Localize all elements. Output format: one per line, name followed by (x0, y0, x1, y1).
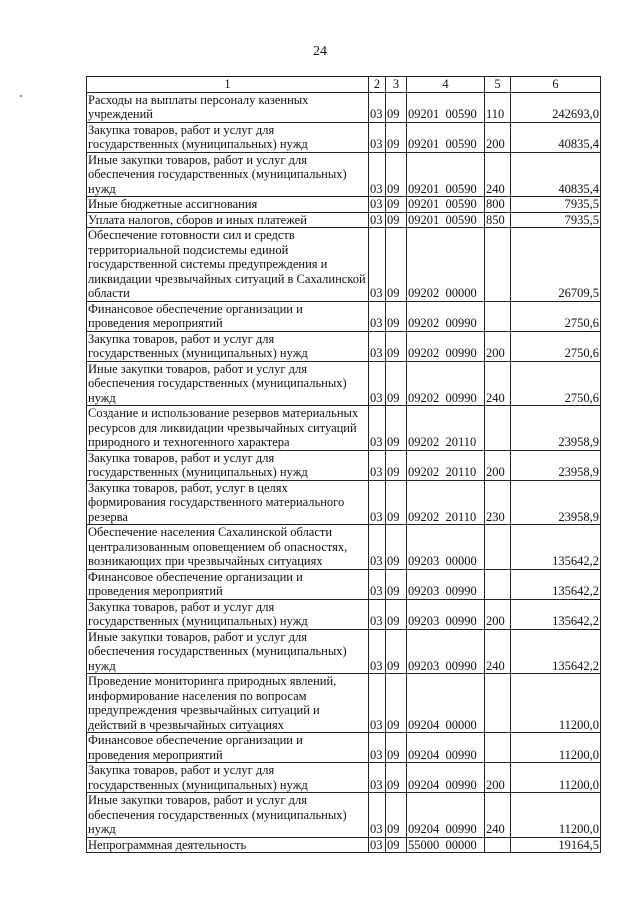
row-amount: 40835,4 (511, 122, 601, 152)
row-section: 03 (369, 331, 386, 361)
budget-table (86, 76, 601, 853)
row-section: 03 (369, 152, 386, 197)
row-expense-type (485, 674, 511, 733)
row-section: 03 (369, 629, 386, 674)
row-target-article: 09202 00990 (407, 361, 485, 406)
row-name: Закупка товаров, работ, услуг в целях формирования государственного материального резерва (87, 480, 369, 525)
row-subsection: 09 (386, 331, 407, 361)
row-section: 03 (369, 228, 386, 302)
row-target-article: 09203 00990 (407, 599, 485, 629)
row-subsection: 09 (386, 361, 407, 406)
header-col-expense-type: 5 (485, 77, 511, 93)
scan-speck (20, 95, 22, 97)
row-amount: 23958,9 (511, 450, 601, 480)
row-name: Создание и использование резервов материальных ресурсов для ликвидации чрезвычайных ситуаций природного и техногенного характера (87, 406, 369, 451)
row-section: 03 (369, 525, 386, 570)
table-header (87, 77, 601, 93)
row-amount: 135642,2 (511, 599, 601, 629)
row-name: Закупка товаров, работ и услуг для государственных (муниципальных) нужд (87, 122, 369, 152)
table-row (87, 599, 601, 629)
row-expense-type (485, 837, 511, 853)
table-row (87, 569, 601, 599)
page-number: 24 (313, 44, 327, 59)
header-col-name: 1 (87, 77, 369, 93)
row-section: 03 (369, 406, 386, 451)
row-target-article: 09202 00990 (407, 301, 485, 331)
row-section: 03 (369, 674, 386, 733)
row-subsection: 09 (386, 122, 407, 152)
row-subsection: 09 (386, 301, 407, 331)
row-target-article: 55000 00000 (407, 837, 485, 853)
row-amount: 2750,6 (511, 331, 601, 361)
row-expense-type (485, 569, 511, 599)
row-subsection: 09 (386, 733, 407, 763)
table-row (87, 92, 601, 122)
row-name: Закупка товаров, работ и услуг для государственных (муниципальных) нужд (87, 599, 369, 629)
row-name: Иные бюджетные ассигнования (87, 197, 369, 213)
header-col-target-article: 4 (407, 77, 485, 93)
row-name: Финансовое обеспечение организации и проведения мероприятий (87, 733, 369, 763)
table-row (87, 674, 601, 733)
row-name: Уплата налогов, сборов и иных платежей (87, 212, 369, 228)
row-subsection: 09 (386, 92, 407, 122)
row-target-article: 09204 00990 (407, 733, 485, 763)
row-subsection: 09 (386, 212, 407, 228)
row-amount: 135642,2 (511, 629, 601, 674)
row-expense-type: 200 (485, 763, 511, 793)
row-subsection: 09 (386, 763, 407, 793)
row-target-article: 09202 20110 (407, 480, 485, 525)
row-amount: 7935,5 (511, 197, 601, 213)
row-subsection: 09 (386, 228, 407, 302)
row-amount: 2750,6 (511, 361, 601, 406)
row-subsection: 09 (386, 525, 407, 570)
table-row (87, 837, 601, 853)
row-expense-type: 200 (485, 331, 511, 361)
row-expense-type: 850 (485, 212, 511, 228)
row-expense-type: 200 (485, 122, 511, 152)
table-body (87, 92, 601, 853)
row-amount: 40835,4 (511, 152, 601, 197)
row-name: Финансовое обеспечение организации и проведения мероприятий (87, 569, 369, 599)
row-section: 03 (369, 197, 386, 213)
row-expense-type: 800 (485, 197, 511, 213)
table-row (87, 450, 601, 480)
row-target-article: 09201 00590 (407, 212, 485, 228)
row-name: Непрограммная деятельность (87, 837, 369, 853)
table-row (87, 629, 601, 674)
row-target-article: 09201 00590 (407, 152, 485, 197)
row-target-article: 09202 00990 (407, 331, 485, 361)
row-expense-type: 230 (485, 480, 511, 525)
table-row (87, 525, 601, 570)
row-section: 03 (369, 599, 386, 629)
row-target-article: 09204 00000 (407, 674, 485, 733)
row-name: Обеспечение готовности сил и средств территориальной подсистемы единой государственной системы предупреждения и ликвидации чрезвычайных ситуаций в Сахалинской области (87, 228, 369, 302)
row-expense-type: 240 (485, 793, 511, 838)
row-target-article: 09202 20110 (407, 450, 485, 480)
row-target-article: 09203 00990 (407, 629, 485, 674)
row-section: 03 (369, 837, 386, 853)
row-expense-type: 110 (485, 92, 511, 122)
row-expense-type: 200 (485, 599, 511, 629)
header-row (87, 77, 601, 93)
row-subsection: 09 (386, 197, 407, 213)
table-row (87, 197, 601, 213)
row-name: Иные закупки товаров, работ и услуг для обеспечения государственных (муниципальных) нужд (87, 793, 369, 838)
row-expense-type (485, 228, 511, 302)
row-target-article: 09202 00000 (407, 228, 485, 302)
row-target-article: 09203 00990 (407, 569, 485, 599)
row-section: 03 (369, 763, 386, 793)
row-amount: 19164,5 (511, 837, 601, 853)
row-expense-type (485, 301, 511, 331)
header-col-section: 2 (369, 77, 386, 93)
row-name: Иные закупки товаров, работ и услуг для обеспечения государственных (муниципальных) нужд (87, 629, 369, 674)
row-amount: 135642,2 (511, 525, 601, 570)
table-row (87, 793, 601, 838)
row-expense-type (485, 525, 511, 570)
row-section: 03 (369, 212, 386, 228)
row-section: 03 (369, 793, 386, 838)
row-subsection: 09 (386, 480, 407, 525)
table-row (87, 763, 601, 793)
row-name: Финансовое обеспечение организации и проведения мероприятий (87, 301, 369, 331)
row-amount: 23958,9 (511, 406, 601, 451)
row-target-article: 09203 00000 (407, 525, 485, 570)
row-amount: 242693,0 (511, 92, 601, 122)
row-amount: 11200,0 (511, 674, 601, 733)
row-section: 03 (369, 92, 386, 122)
row-section: 03 (369, 733, 386, 763)
row-name: Иные закупки товаров, работ и услуг для обеспечения государственных (муниципальных) нужд (87, 152, 369, 197)
row-subsection: 09 (386, 793, 407, 838)
row-expense-type: 240 (485, 361, 511, 406)
table-row (87, 122, 601, 152)
row-section: 03 (369, 569, 386, 599)
row-amount: 11200,0 (511, 763, 601, 793)
row-amount: 11200,0 (511, 733, 601, 763)
row-name: Расходы на выплаты персоналу казенных учреждений (87, 92, 369, 122)
header-col-subsection: 3 (386, 77, 407, 93)
table-row (87, 480, 601, 525)
row-expense-type: 240 (485, 152, 511, 197)
table-row (87, 212, 601, 228)
row-target-article: 09204 00990 (407, 793, 485, 838)
row-target-article: 09201 00590 (407, 197, 485, 213)
row-expense-type: 240 (485, 629, 511, 674)
row-subsection: 09 (386, 450, 407, 480)
row-name: Иные закупки товаров, работ и услуг для обеспечения государственных (муниципальных) нужд (87, 361, 369, 406)
row-name: Обеспечение населения Сахалинской области централизованным оповещением об опасностях, возникающих при чрезвычайных ситуациях (87, 525, 369, 570)
row-amount: 7935,5 (511, 212, 601, 228)
row-amount: 26709,5 (511, 228, 601, 302)
row-subsection: 09 (386, 837, 407, 853)
row-name: Закупка товаров, работ и услуг для государственных (муниципальных) нужд (87, 450, 369, 480)
header-col-amount: 6 (511, 77, 601, 93)
table-row (87, 361, 601, 406)
table-row (87, 301, 601, 331)
row-expense-type (485, 733, 511, 763)
table-row (87, 733, 601, 763)
table-row (87, 228, 601, 302)
row-subsection: 09 (386, 674, 407, 733)
row-target-article: 09202 20110 (407, 406, 485, 451)
row-name: Закупка товаров, работ и услуг для государственных (муниципальных) нужд (87, 763, 369, 793)
row-subsection: 09 (386, 569, 407, 599)
row-section: 03 (369, 301, 386, 331)
table-row (87, 331, 601, 361)
row-amount: 11200,0 (511, 793, 601, 838)
table-row (87, 406, 601, 451)
row-section: 03 (369, 361, 386, 406)
row-expense-type: 200 (485, 450, 511, 480)
row-subsection: 09 (386, 406, 407, 451)
row-amount: 135642,2 (511, 569, 601, 599)
row-subsection: 09 (386, 152, 407, 197)
row-subsection: 09 (386, 629, 407, 674)
row-target-article: 09201 00590 (407, 122, 485, 152)
row-target-article: 09204 00990 (407, 763, 485, 793)
row-section: 03 (369, 450, 386, 480)
row-section: 03 (369, 480, 386, 525)
row-name: Закупка товаров, работ и услуг для государственных (муниципальных) нужд (87, 331, 369, 361)
row-amount: 2750,6 (511, 301, 601, 331)
row-amount: 23958,9 (511, 480, 601, 525)
row-target-article: 09201 00590 (407, 92, 485, 122)
row-expense-type (485, 406, 511, 451)
row-section: 03 (369, 122, 386, 152)
table-row (87, 152, 601, 197)
row-name: Проведение мониторинга природных явлений, информирование населения по вопросам предупреждения чрезвычайных ситуаций и действий в чрезвычайных ситуациях (87, 674, 369, 733)
row-subsection: 09 (386, 599, 407, 629)
